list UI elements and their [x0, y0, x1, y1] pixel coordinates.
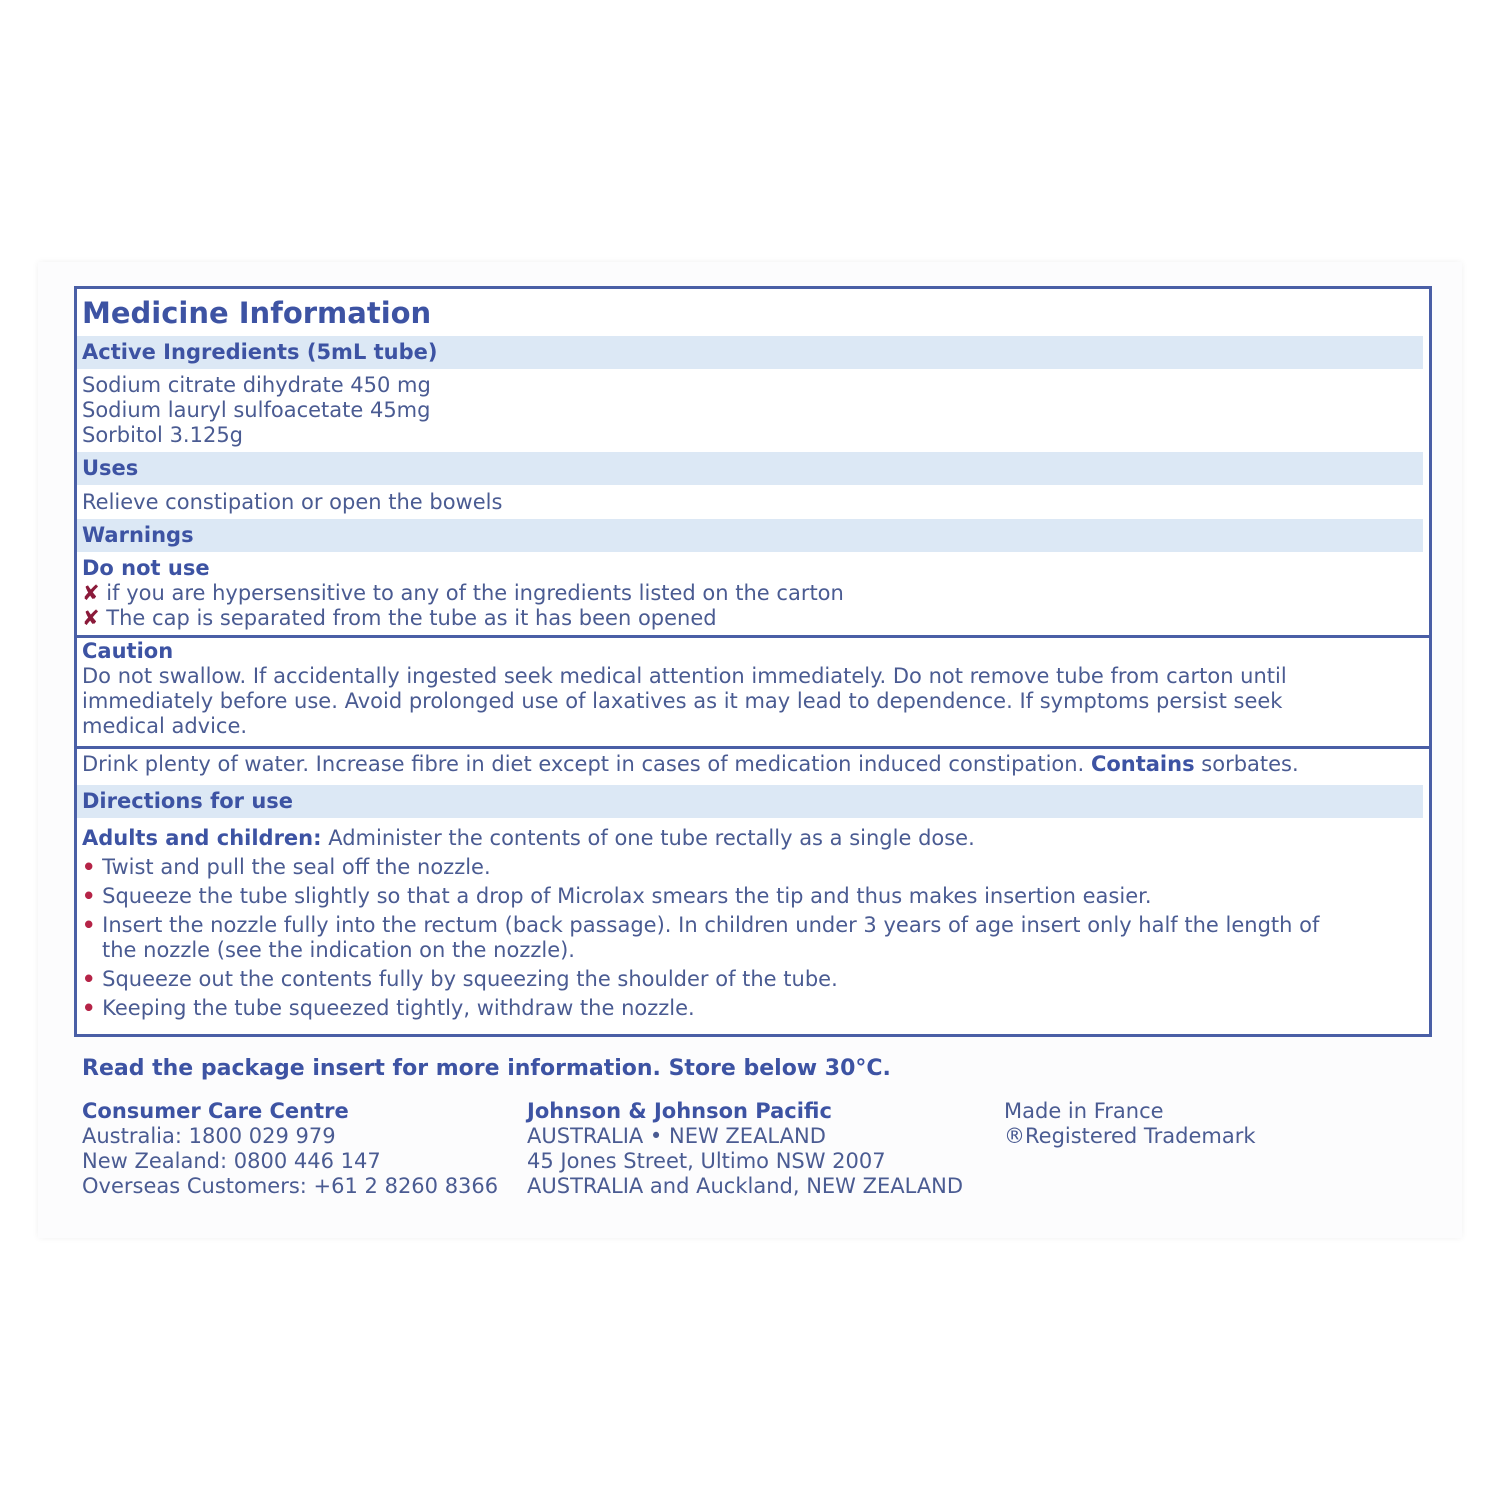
uses-text: Relieve constipation or open the bowels [82, 490, 503, 514]
page-title: Medicine Information [82, 296, 432, 330]
active-ingredient-1: Sodium citrate dihydrate 450 mg [82, 373, 431, 397]
consumer-care-block [82, 1099, 498, 1199]
adults-label: Adults and children: [82, 826, 322, 850]
cross-icon: ✘ [82, 581, 100, 605]
contains-text: sorbates. [1201, 752, 1299, 776]
company-line-1: AUSTRALIA • NEW ZEALAND [527, 1124, 826, 1148]
step-5-text: Keeping the tube squeezed tightly, withdraw the nozzle. [102, 996, 695, 1020]
step-1-text: Twist and pull the seal off the nozzle. [102, 855, 491, 879]
step-4 [82, 967, 838, 992]
caution-heading: Caution [82, 639, 174, 663]
cross-icon: ✘ [82, 606, 100, 630]
step-5 [82, 996, 695, 1021]
company-line-3: AUSTRALIA and Auckland, NEW ZEALAND [527, 1174, 964, 1198]
uses-heading: Uses [77, 452, 1423, 485]
warning-item-2-text: The cap is separated from the tube as it has been opened [106, 606, 717, 630]
directions-heading: Directions for use [77, 785, 1423, 818]
adults-dose [82, 826, 975, 851]
caution-line-2: immediately before use. Avoid prolonged use of laxatives as it may lead to dependence. If symptoms persist seek [82, 689, 1283, 713]
warnings-heading: Warnings [77, 519, 1423, 552]
step-4-text: Squeeze out the contents fully by squeezing the shoulder of the tube. [102, 967, 838, 991]
step-3-continued: the nozzle (see the indication on the nozzle). [102, 938, 575, 962]
active-ingredient-3: Sorbitol 3.125g [82, 423, 244, 447]
drink-water-note [82, 752, 1299, 777]
made-in-label: Made in France [1004, 1099, 1164, 1123]
caution-line-3: medical advice. [82, 714, 248, 738]
warning-item-2 [82, 606, 717, 631]
company-line-2: 45 Jones Street, Ultimo NSW 2007 [527, 1149, 886, 1173]
adults-text: Administer the contents of one tube rectally as a single dose. [328, 826, 975, 850]
bullet-icon: • [82, 913, 96, 937]
company-block [527, 1099, 963, 1199]
caution-line-1: Do not swallow. If accidentally ingested seek medical attention immediately. Do not remove tube from carton until [82, 664, 1287, 688]
consumer-care-nz: New Zealand: 0800 446 147 [82, 1149, 381, 1173]
consumer-care-overseas: Overseas Customers: +61 2 8260 8366 [82, 1174, 499, 1198]
bullet-icon: • [82, 855, 96, 879]
active-ingredient-2: Sodium lauryl sulfoacetate 45mg [82, 398, 431, 422]
company-heading: Johnson & Johnson Pacific [527, 1099, 832, 1123]
do-not-use-label: Do not use [82, 556, 210, 580]
contains-label: Contains [1090, 752, 1195, 776]
origin-block [1004, 1099, 1256, 1149]
bullet-icon: • [82, 967, 96, 991]
step-2 [82, 884, 1152, 909]
consumer-care-heading: Consumer Care Centre [82, 1099, 349, 1123]
warning-item-1 [82, 581, 844, 606]
bullet-icon: • [82, 996, 96, 1020]
package-insert-note: Read the package insert for more information. Store below 30°C. [82, 1056, 891, 1081]
bullet-icon: • [82, 884, 96, 908]
drink-text: Drink plenty of water. Increase fibre in diet except in cases of medication induced constipation. [82, 752, 1085, 776]
step-1 [82, 855, 491, 880]
step-3 [82, 913, 1319, 938]
warning-item-1-text: if you are hypersensitive to any of the ingredients listed on the carton [106, 581, 844, 605]
consumer-care-australia: Australia: 1800 029 979 [82, 1124, 336, 1148]
step-3-text: Insert the nozzle fully into the rectum (back passage). In children under 3 years of age insert only half the length of [102, 913, 1320, 937]
active-ingredients-heading: Active Ingredients (5mL tube) [77, 336, 1423, 369]
step-2-text: Squeeze the tube slightly so that a drop of Microlax smears the tip and thus makes insertion easier. [102, 884, 1152, 908]
trademark-label: ®Registered Trademark [1004, 1124, 1256, 1148]
